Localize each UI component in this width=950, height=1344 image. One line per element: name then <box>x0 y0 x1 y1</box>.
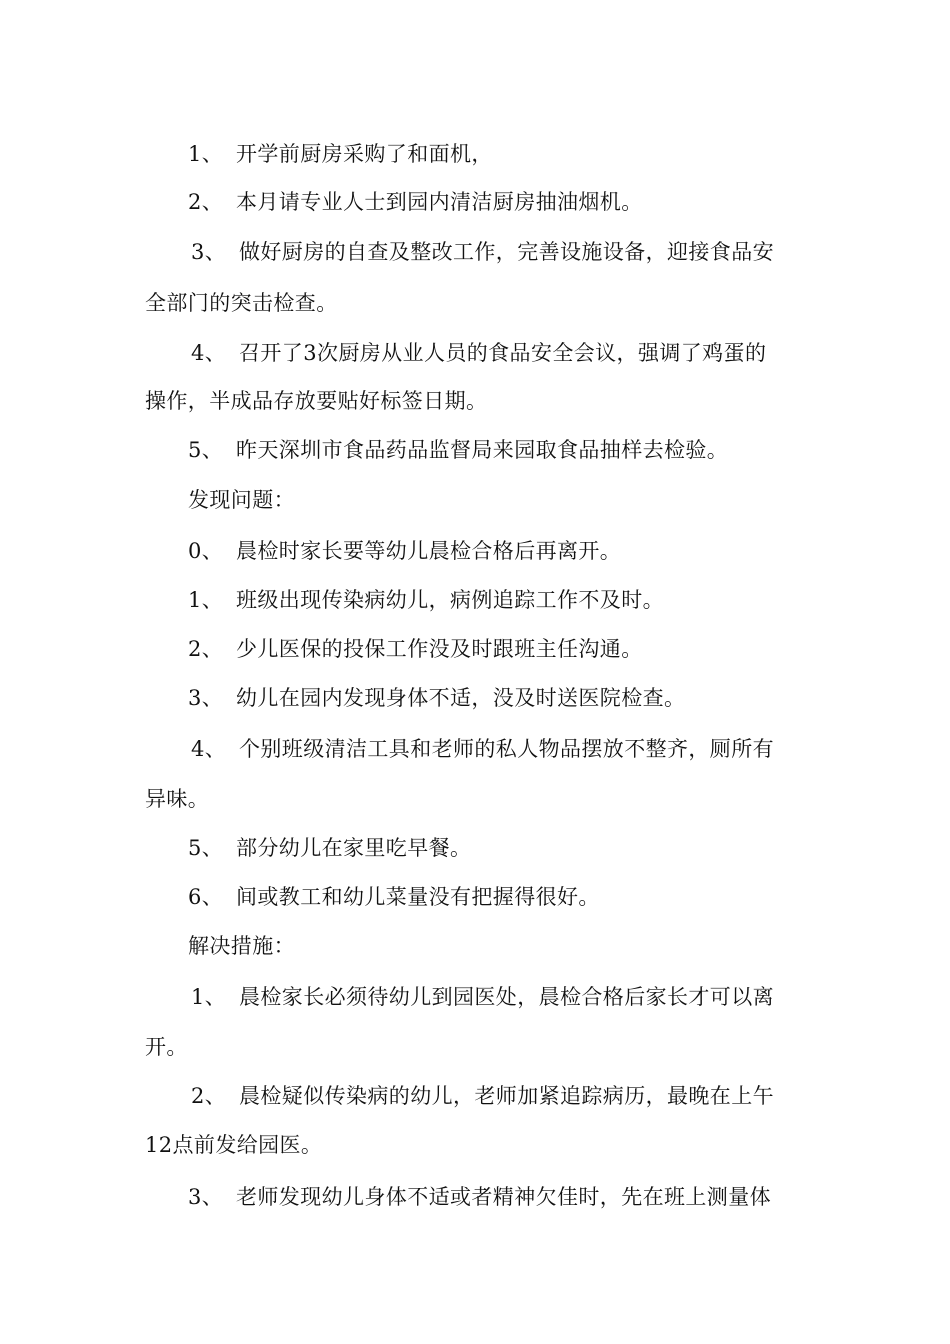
list-item <box>188 188 858 216</box>
text-line <box>145 785 815 813</box>
item-number: 3、 <box>188 686 224 710</box>
list-item <box>191 339 861 367</box>
item-text: 召开了3次厨房从业人员的食品安全会议，强调了鸡蛋的 <box>239 341 767 365</box>
list-item <box>191 238 861 266</box>
list-item <box>191 1082 861 1110</box>
item-number: 1、 <box>188 588 224 612</box>
item-text: 操作，半成品存放要贴好标签日期。 <box>145 389 488 413</box>
item-text: 幼儿在园内发现身体不适，没及时送医院检查。 <box>236 686 686 710</box>
list-item <box>188 537 858 565</box>
section-heading <box>188 486 858 514</box>
list-item <box>188 635 858 663</box>
item-text: 做好厨房的自查及整改工作，完善设施设备，迎接食品安 <box>239 240 774 264</box>
item-text: 个别班级清洁工具和老师的私人物品摆放不整齐，厕所有 <box>239 737 774 761</box>
list-item <box>191 735 861 763</box>
item-text: 12点前发给园医。 <box>145 1133 323 1157</box>
item-number: 1、 <box>191 985 227 1009</box>
item-number: 3、 <box>191 240 227 264</box>
item-number: 5、 <box>188 836 224 860</box>
item-text: 老师发现幼儿身体不适或者精神欠佳时，先在班上测量体 <box>236 1185 771 1209</box>
item-text: 晨检时家长要等幼儿晨检合格后再离开。 <box>236 539 622 563</box>
list-item <box>188 1183 858 1211</box>
item-text: 晨检家长必须待幼儿到园医处，晨检合格后家长才可以离 <box>239 985 774 1009</box>
list-item <box>188 684 858 712</box>
item-number: 3、 <box>188 1185 224 1209</box>
item-number: 2、 <box>191 1084 227 1108</box>
list-item <box>188 436 858 464</box>
item-number: 5、 <box>188 438 224 462</box>
item-number: 6、 <box>188 885 224 909</box>
item-number: 2、 <box>188 190 224 214</box>
list-item <box>188 140 858 168</box>
list-item <box>188 834 858 862</box>
item-text: 全部门的突击检查。 <box>145 291 338 315</box>
text-line <box>145 1033 815 1061</box>
item-text: 昨天深圳市食品药品监督局来园取食品抽样去检验。 <box>236 438 729 462</box>
item-text: 异味。 <box>145 787 210 811</box>
item-text: 间或教工和幼儿菜量没有把握得很好。 <box>236 885 600 909</box>
text-line <box>145 289 815 317</box>
item-text: 本月请专业人士到园内清洁厨房抽油烟机。 <box>236 190 643 214</box>
item-text: 班级出现传染病幼儿，病例追踪工作不及时。 <box>236 588 664 612</box>
item-text: 晨检疑似传染病的幼儿，老师加紧追踪病历，最晚在上午 <box>239 1084 774 1108</box>
section-heading <box>188 932 858 960</box>
item-text: 少儿医保的投保工作没及时跟班主任沟通。 <box>236 637 643 661</box>
text-line <box>145 387 815 415</box>
item-text: 部分幼儿在家里吃早餐。 <box>236 836 472 860</box>
item-number: 4、 <box>191 341 227 365</box>
list-item <box>191 983 861 1011</box>
item-number: 4、 <box>191 737 227 761</box>
list-item <box>188 883 858 911</box>
item-number: 2、 <box>188 637 224 661</box>
item-number: 1、 <box>188 142 224 166</box>
heading-text: 解决措施： <box>188 934 295 958</box>
item-text: 开学前厨房采购了和面机， <box>236 142 493 166</box>
item-number: 0、 <box>188 539 224 563</box>
heading-text: 发现问题： <box>188 488 295 512</box>
item-text: 开。 <box>145 1035 188 1059</box>
list-item <box>188 586 858 614</box>
text-line <box>145 1131 815 1159</box>
